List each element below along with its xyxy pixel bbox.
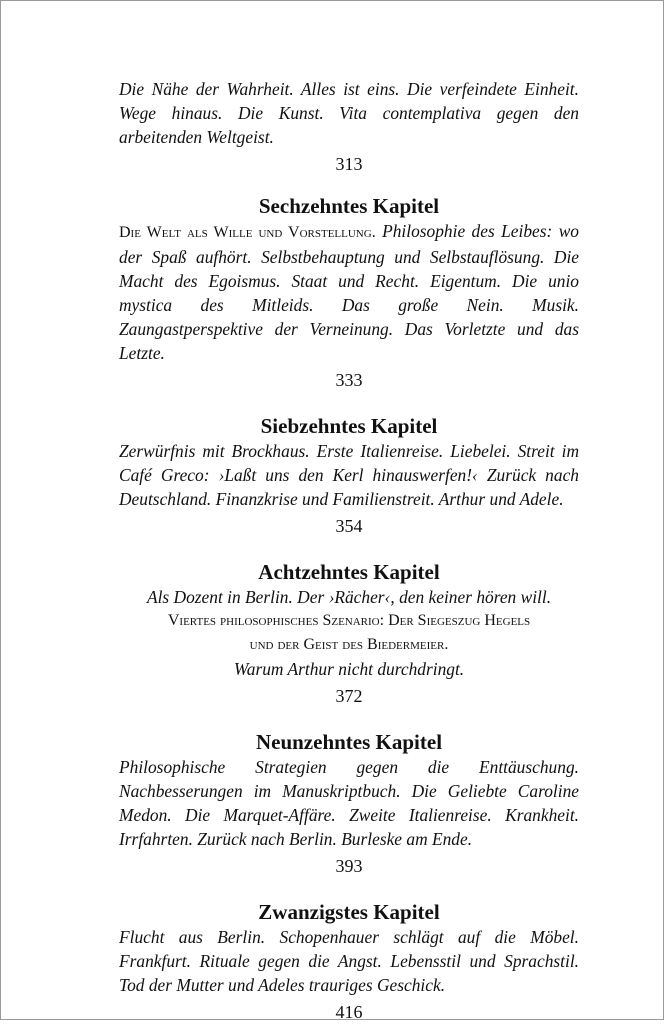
chapter-title: Siebzehntes Kapitel [260,414,438,438]
chapter-summary: Als Dozent in Berlin. Der ›Rächer‹, den keiner hören will. [146,587,552,607]
chapter-page-number: 393 [335,856,363,876]
chapter-page-number: 416 [335,1002,363,1022]
chapter-title: Achtzehntes Kapitel [258,560,440,584]
chapter-summary-continued: Warum Arthur nicht durchdringt. [233,659,465,679]
table-of-contents [119,77,579,1025]
intro-page-number: 313 [335,154,363,174]
chapter-page-number: 372 [335,686,363,706]
chapter-summary [119,219,579,365]
chapter-title: Neunzehntes Kapitel [255,730,443,754]
chapter-page-number: 333 [335,370,363,390]
chapter-summary: Zerwürfnis mit Brockhaus. Erste Italienreise. Liebelei. Streit im Café Greco: ›Laßt uns den Kerl hinauswerfen!‹ Zurück nach Deutschland. Finanzkrise und Familienstreit. Arthur und Adele. [119,441,579,509]
summary-text: Philosophie des Leibes: wo der Spaß aufhört. Selbstbehauptung und Selbstauflösung. Die Macht des Egoismus. Staat und Recht. Eigentum. Die unio mystica des Mitleids. Das große Nein. Musik. Zaungastperspektive der Verneinung. Das Vorletzte und das Letzte. [119,221,579,363]
summary-smallcaps-lead: Die Welt als Wille und Vorstellung. [119,224,376,241]
chapter-page-number: 354 [335,516,363,536]
scenario-heading-line: und der Geist des Biedermeier. [249,636,449,653]
chapter-summary: Flucht aus Berlin. Schopenhauer schlägt auf die Möbel. Frankfurt. Rituale gegen die Angst. Lebensstil und Sprachstil. Tod der Mutter und Adeles trauriges Geschick. [119,927,579,995]
intro-summary: Die Nähe der Wahrheit. Alles ist eins. Die verfeindete Einheit. Wege hinaus. Die Kunst. Vita contemplativa gegen den arbeitenden Weltgeist. [119,79,579,147]
chapter-title: Sechzehntes Kapitel [258,194,440,218]
chapter-title: Zwanzigstes Kapitel [258,900,440,924]
chapter-summary: Philosophische Strategien gegen die Enttäuschung. Nachbesserungen im Manuskriptbuch. Die Geliebte Caroline Medon. Die Marquet-Affäre. Zweite Italienreise. Krankheit. Irrfahrten. Zurück nach Berlin. Burleske am Ende. [119,757,579,849]
scenario-heading-line: Viertes philosophisches Szenario: Der Siegeszug Hegels [167,612,531,629]
